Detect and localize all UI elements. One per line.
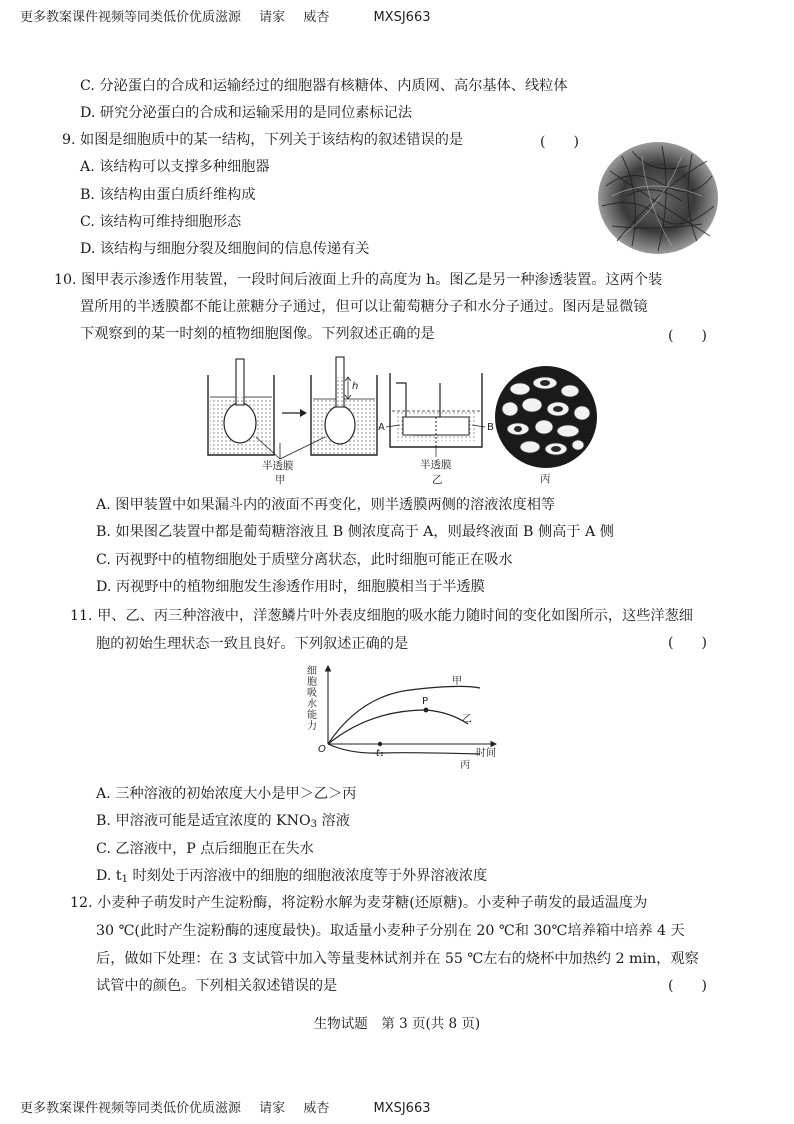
arrow-icon <box>282 409 307 417</box>
label-bing: 丙 <box>540 473 551 485</box>
x-axis-label: 时间 <box>476 748 496 759</box>
banner-invite-bottom: 请家 <box>259 1101 286 1116</box>
q10-option-c: C. 丙视野中的植物细胞处于质壁分离状态，此时细胞可能正在吸水 <box>96 552 513 568</box>
q9-option-c: C. 该结构可维持细胞形态 <box>80 214 242 230</box>
y-axis-label-char: 力 <box>307 721 317 732</box>
label-membrane-jia: 半透膜 <box>262 460 294 472</box>
plant-cell-micrograph <box>490 365 606 485</box>
y-axis-label-char: 胞 <box>307 677 317 688</box>
banner-invite: 请家 <box>259 10 286 25</box>
y-axis-label-char: 能 <box>307 710 317 721</box>
water-absorption-chart <box>300 660 500 776</box>
q11-option-b <box>96 812 350 834</box>
q9-option-d: D. 该结构与细胞分裂及细胞间的信息传递有关 <box>80 241 370 257</box>
banner-code-bottom: MXSJ663 <box>373 1101 431 1116</box>
q11-option-d-sub: 1 <box>121 874 128 885</box>
q11-answer-paren: ( ) <box>668 635 707 651</box>
banner-name: 威杏 <box>303 10 330 25</box>
y-axis-label <box>307 665 317 732</box>
beaker-jia-final <box>311 357 377 455</box>
q11-option-b-sub: 3 <box>310 819 318 830</box>
q11-option-d-text: D. t <box>96 868 122 884</box>
q12-stem-line1: 12. 小麦种子萌发时产生淀粉酶，将淀粉水解为麦芽糖(还原糖)。小麦种子萌发的最适温度为 <box>70 895 648 911</box>
q10-option-a: A. 图甲装置中如果漏斗内的液面不再变化，则半透膜两侧的溶液浓度相等 <box>96 497 556 513</box>
q10-option-d: D. 丙视野中的植物细胞发生渗透作用时，细胞膜相当于半透膜 <box>96 579 485 595</box>
series-jia-line <box>328 686 480 744</box>
origin-label: O <box>318 744 326 755</box>
top-banner <box>20 6 445 25</box>
q12-stem-line2: 30 ℃(此时产生淀粉酶的速度最快)。取适量小麦种子分别在 20 ℃和 30℃培养箱中培养 4 天 <box>96 923 685 939</box>
label-b: B <box>487 422 494 433</box>
q11-option-a: A. 三种溶液的初始浓度大小是甲＞乙＞丙 <box>96 786 357 802</box>
q11-stem-line1: 11. 甲、乙、丙三种溶液中，洋葱鳞片叶外表皮细胞的吸水能力随时间的变化如图所示，这些洋葱细 <box>70 608 693 624</box>
beaker-jia-initial <box>208 359 274 455</box>
q10-answer-paren: ( ) <box>668 328 707 344</box>
q10-stem-line3: 下观察到的某一时刻的植物细胞图像。下列叙述正确的是 <box>80 326 435 342</box>
q9-option-b: B. 该结构由蛋白质纤维构成 <box>80 187 256 203</box>
q8-option-d: D. 研究分泌蛋白的合成和运输采用的是同位素标记法 <box>80 105 413 121</box>
q11-option-b-text: B. 甲溶液可能是适宜浓度的 KNO <box>96 813 311 829</box>
y-axis-label-char: 细 <box>307 666 317 677</box>
osmosis-apparatus-figure <box>200 355 540 485</box>
q11-option-d <box>96 867 487 889</box>
series-yi-label: 乙 <box>462 714 472 725</box>
q9-answer-paren: ( ) <box>540 134 579 150</box>
label-yi: 乙 <box>432 474 443 485</box>
q8-option-c: C. 分泌蛋白的合成和运输经过的细胞器有核糖体、内质网、高尔基体、线粒体 <box>80 78 568 94</box>
q9-stem: 9. 如图是细胞质中的某一结构，下列关于该结构的叙述错误的是 <box>62 132 464 148</box>
banner-name-bottom: 威杏 <box>303 1101 330 1116</box>
cytoskeleton-micrograph <box>592 136 724 260</box>
q11-option-d-post: 时刻处于丙溶液中的细胞的细胞液浓度等于外界溶液浓度 <box>127 868 488 884</box>
series-yi-line <box>328 710 468 744</box>
q12-answer-paren: ( ) <box>668 978 707 994</box>
q12-stem-line3: 后，做如下处理：在 3 支试管中加入等量斐林试剂并在 55 ℃左右的烧杯中加热约 2 min，观察 <box>96 951 699 967</box>
banner-text: 更多教案课件视频等同类低价优质滋源 <box>20 10 242 25</box>
u-tube-yi <box>378 373 494 485</box>
point-p-label: P <box>422 696 429 707</box>
y-axis-label-char: 水 <box>307 699 317 710</box>
series-jia-label: 甲 <box>452 676 462 687</box>
q12-stem-line4: 试管中的颜色。下列相关叙述错误的是 <box>96 978 338 994</box>
banner-text-bottom: 更多教案课件视频等同类低价优质滋源 <box>20 1101 242 1116</box>
q11-option-b-post: 溶液 <box>317 813 350 829</box>
page-footer: 生物试题 第 3 页(共 8 页) <box>313 1016 481 1032</box>
bottom-banner <box>20 1097 445 1116</box>
q10-option-b: B. 如果图乙装置中都是葡萄糖溶液且 B 侧浓度高于 A，则最终液面 B 侧高于 A 侧 <box>96 524 614 540</box>
t1-marker <box>378 742 382 746</box>
q11-option-c: C. 乙溶液中，P 点后细胞正在失水 <box>96 841 314 857</box>
q9-option-a: A. 该结构可以支撑多种细胞器 <box>80 159 270 175</box>
label-a: A <box>378 422 385 433</box>
q10-stem-line1: 10. 图甲表示渗透作用装置，一段时间后液面上升的高度为 h。图乙是另一种渗透装置。这两个装 <box>54 272 663 288</box>
y-axis-label-char: 吸 <box>307 688 317 699</box>
label-jia: 甲 <box>275 474 286 485</box>
series-bing-line <box>328 744 480 754</box>
series-bing-label: 丙 <box>460 760 470 771</box>
q10-stem-line2: 置所用的半透膜都不能让蔗糖分子通过，但可以让葡萄糖分子和水分子通过。图丙是显微镜 <box>80 299 648 315</box>
t1-label: t₁ <box>376 748 384 759</box>
label-h: h <box>352 381 359 392</box>
banner-code: MXSJ663 <box>373 10 431 25</box>
q11-stem-line2: 胞的初始生理状态一致且良好。下列叙述正确的是 <box>96 636 409 652</box>
point-p-marker <box>424 708 429 713</box>
label-membrane-yi: 半透膜 <box>420 459 452 471</box>
